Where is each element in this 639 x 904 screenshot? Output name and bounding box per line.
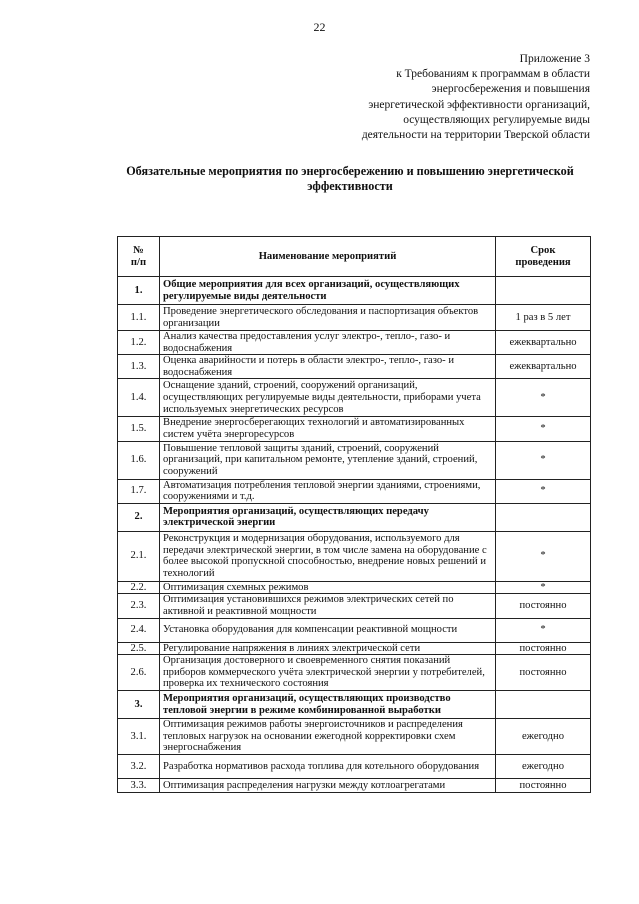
row-term [496,277,591,305]
annex-line: к Требованиям к программам в области [396,68,590,81]
header-term-line: Срок [530,244,556,256]
header-num-line: № [133,244,144,256]
row-name: Оптимизация установившихся режимов электрических сетей по активной и реактивной мощности [160,594,496,618]
row-term: * [496,581,591,594]
annex-line: энергетической эффективности организаций, [368,98,590,111]
row-term: ежегодно [496,755,591,779]
header-name: Наименование мероприятий [160,237,496,277]
row-name: Оснащение зданий, строений, сооружений организаций, осуществляющих регулируемые виды деятельности, приборами учета используемых энергетических ресурсов [160,379,496,417]
annex-line: энергосбережения и повышения [431,83,590,96]
page-number: 22 [313,20,326,34]
table-row [118,594,591,618]
row-number: 2. [118,503,160,531]
annex-line: осуществляющих регулируемые виды [403,113,590,126]
row-name: Организация достоверного и своевременного снятия показаний приборов коммерческого учёта электрической энергии у потребителей, проверка их технического состояния [160,655,496,691]
row-name: Повышение тепловой защиты зданий, строений, сооружений организаций, при капитальном ремонте, утепление зданий, строений, сооружений [160,441,496,479]
document-title-line: Обязательные мероприятия по энергосбережению и повышению энергетической [126,164,574,178]
row-number: 1.6. [118,441,160,479]
row-name: Мероприятия организаций, осуществляющих производство тепловой энергии в режиме комбинированной выработки [160,691,496,719]
section-row [118,277,591,305]
row-number: 1.3. [118,355,160,379]
row-name: Автоматизация потребления тепловой энергии зданиями, строениями, сооружениями и т.д. [160,479,496,503]
row-name: Мероприятия организаций, осуществляющих передачу электрической энергии [160,503,496,531]
header-term-line: проведения [515,256,571,268]
row-name: Регулирование напряжения в линиях электрической сети [160,642,496,655]
row-name: Оптимизация схемных режимов [160,581,496,594]
row-term: * [496,531,591,581]
row-number: 2.1. [118,531,160,581]
row-name: Оптимизация распределения нагрузки между котлоагрегатами [160,779,496,793]
row-name: Анализ качества предоставления услуг электро-, тепло-, газо- и водоснабжения [160,331,496,355]
row-term: постоянно [496,655,591,691]
row-term: постоянно [496,642,591,655]
row-number: 1.4. [118,379,160,417]
row-number: 3.2. [118,755,160,779]
row-number: 3. [118,691,160,719]
table-row [118,479,591,503]
row-number: 3.3. [118,779,160,793]
table-row [118,417,591,441]
row-number: 2.2. [118,581,160,594]
section-row [118,691,591,719]
row-name: Установка оборудования для компенсации реактивной мощности [160,618,496,642]
header-term [496,237,591,277]
row-term: * [496,618,591,642]
row-term: * [496,379,591,417]
row-term: * [496,479,591,503]
table-row [118,618,591,642]
table-row [118,642,591,655]
table-row [118,581,591,594]
row-term: ежеквартально [496,355,591,379]
table-row [118,779,591,793]
row-term: постоянно [496,779,591,793]
table-row [118,755,591,779]
table-body [118,277,591,793]
row-name: Оптимизация режимов работы энергоисточников и распределения тепловых нагрузок на основании ежегодной корректировки схем энергоснабжения [160,719,496,755]
row-term: 1 раз в 5 лет [496,305,591,331]
row-number: 1.2. [118,331,160,355]
row-number: 2.4. [118,618,160,642]
row-number: 1. [118,277,160,305]
row-term: постоянно [496,594,591,618]
row-term: * [496,417,591,441]
row-number: 2.6. [118,655,160,691]
row-term [496,503,591,531]
row-term: * [496,441,591,479]
table-row [118,331,591,355]
document-title-line: эффективности [307,179,393,193]
table-row [118,441,591,479]
measures-table [117,236,591,793]
table-row [118,379,591,417]
table-row [118,531,591,581]
row-name: Внедрение энергосберегающих технологий и автоматизированных систем учёта энергоресурсов [160,417,496,441]
row-number: 3.1. [118,719,160,755]
table-row [118,355,591,379]
row-name: Проведение энергетического обследования и паспортизация объектов организации [160,305,496,331]
section-row [118,503,591,531]
row-name: Разработка нормативов расхода топлива для котельного оборудования [160,755,496,779]
row-number: 2.5. [118,642,160,655]
row-name: Оценка аварийности и потерь в области электро-, тепло-, газо- и водоснабжения [160,355,496,379]
row-number: 2.3. [118,594,160,618]
row-term: ежегодно [496,719,591,755]
annex-line: деятельности на территории Тверской области [361,129,590,142]
document-title [100,164,600,194]
annex-line: Приложение 3 [519,53,590,65]
header-num [118,237,160,277]
annex-header [270,52,590,143]
row-name: Общие мероприятия для всех организаций, осуществляющих регулируемые виды деятельности [160,277,496,305]
row-number: 1.5. [118,417,160,441]
table-row [118,655,591,691]
header-num-line: п/п [130,256,147,268]
row-term [496,691,591,719]
row-number: 1.7. [118,479,160,503]
table-row [118,305,591,331]
table-row [118,719,591,755]
row-number: 1.1. [118,305,160,331]
table-header-row [118,237,591,277]
row-term: ежеквартально [496,331,591,355]
row-name: Реконструкция и модернизация оборудования, используемого для передачи электрической энергии, в том числе замена на оборудование с более высокой пропускной способностью, внедрение новых решений и технологий [160,531,496,581]
